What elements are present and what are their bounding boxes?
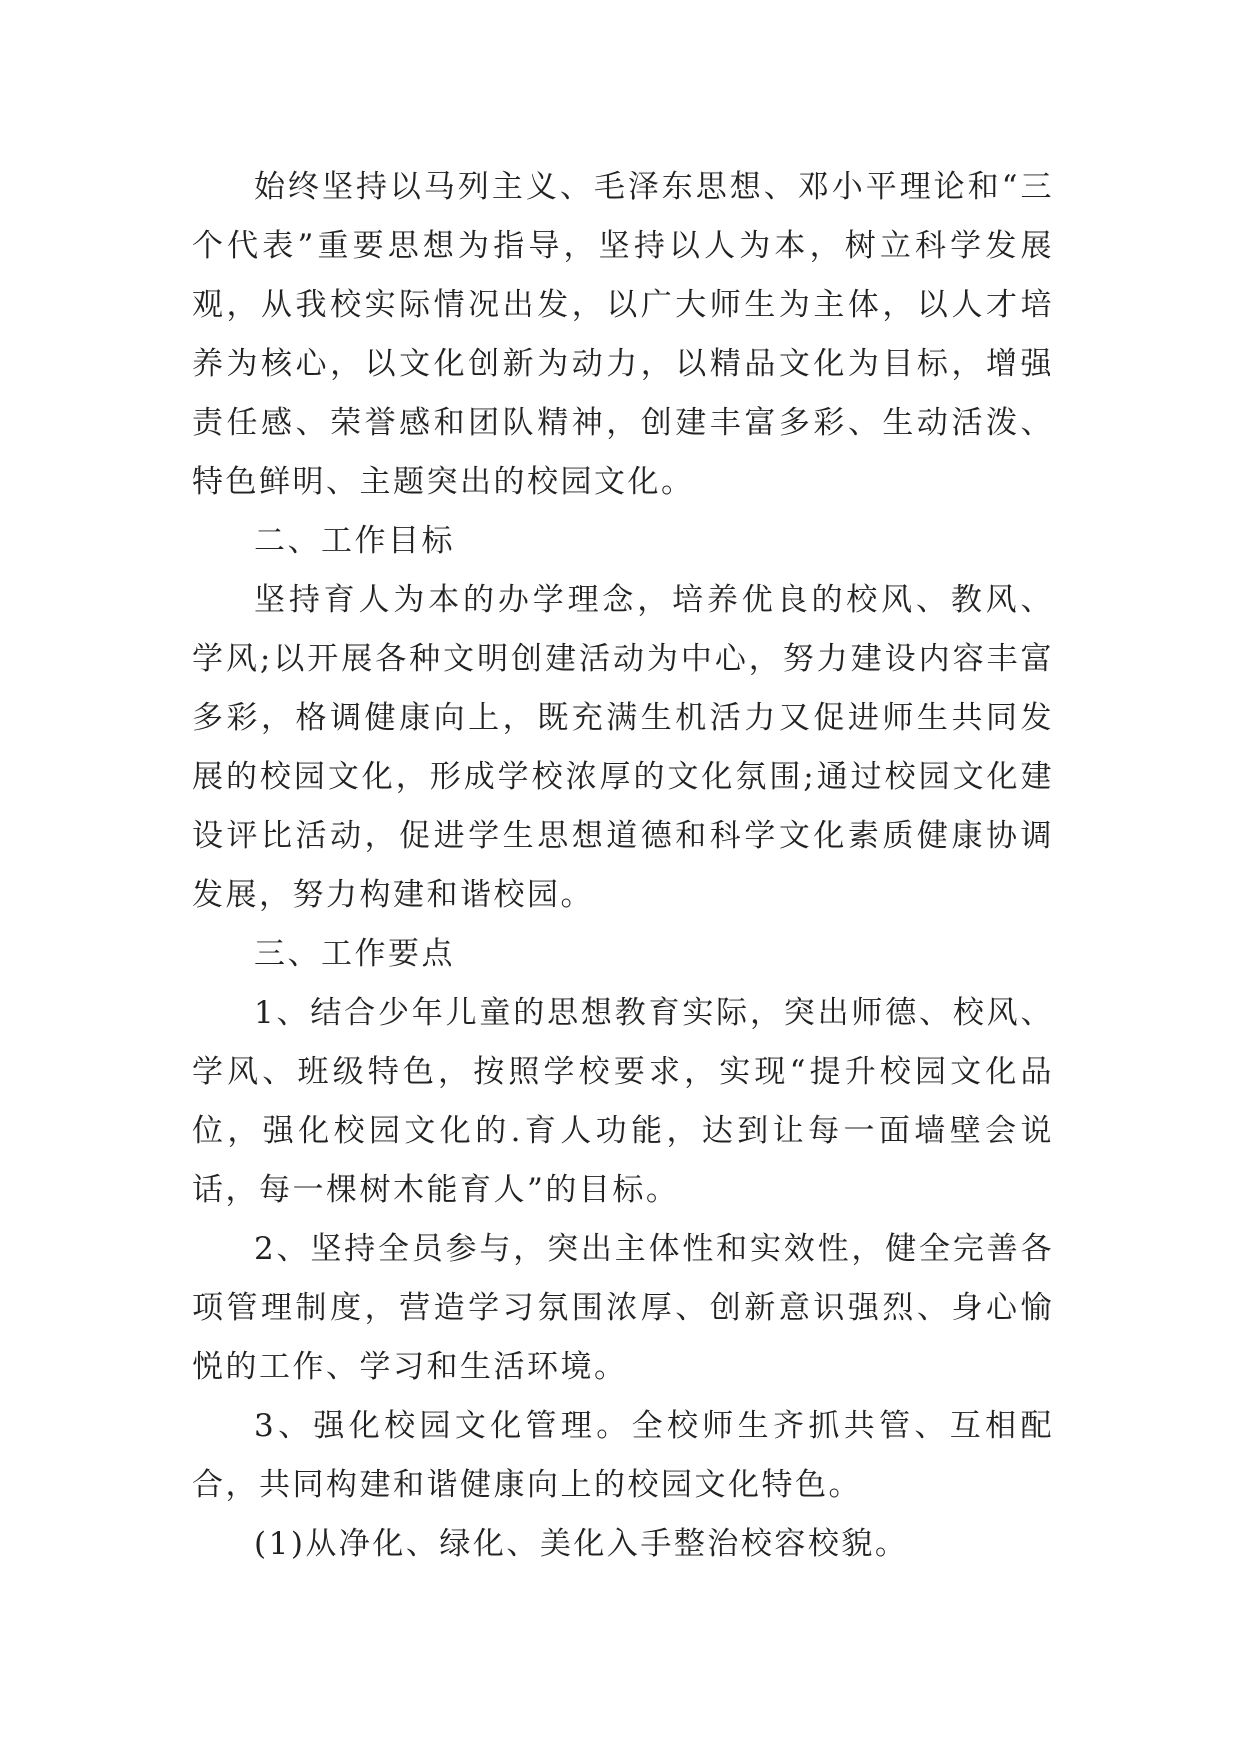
- document-body: [192, 158, 1054, 1574]
- section-heading-work-goals: 二、工作目标: [254, 523, 455, 559]
- work-goals-paragraph: 坚持育人为本的办学理念，培养优良的校风、教风、学风;以开展各种文明创建活动为中心，努力建设内容丰富多彩，格调健康向上，既充满生机活力又促进师生共同发展的校园文化，形成学校浓厚的文化氛围;通过校园文化建设评比活动，促进学生思想道德和科学文化素质健康协调发展，努力构建和谐校园。: [192, 582, 1054, 913]
- guiding-principle-paragraph: 始终坚持以马列主义、毛泽东思想、邓小平理论和“三个代表”重要思想为指导，坚持以人为本，树立科学发展观，从我校实际情况出发，以广大师生为主体，以人才培养为核心，以文化创新为动力，以精品文化为目标，增强责任感、荣誉感和团队精神，创建丰富多彩、生动活泼、特色鲜明、主题突出的校园文化。: [192, 169, 1054, 500]
- section-heading-work-points: 三、工作要点: [254, 936, 455, 972]
- sub-point-1-paragraph: (1)从净化、绿化、美化入手整治校容校貌。: [254, 1526, 909, 1562]
- work-point-1-paragraph: 1、结合少年儿童的思想教育实际，突出师德、校风、学风、班级特色，按照学校要求，实现“提升校园文化品位，强化校园文化的.育人功能，达到让每一面墙壁会说话，每一棵树木能育人”的目标。: [192, 995, 1054, 1208]
- work-point-3-paragraph: 3、强化校园文化管理。全校师生齐抓共管、互相配合，共同构建和谐健康向上的校园文化特色。: [192, 1408, 1054, 1503]
- work-point-2-paragraph: 2、坚持全员参与，突出主体性和实效性，健全完善各项管理制度，营造学习氛围浓厚、创新意识强烈、身心愉悦的工作、学习和生活环境。: [192, 1231, 1054, 1385]
